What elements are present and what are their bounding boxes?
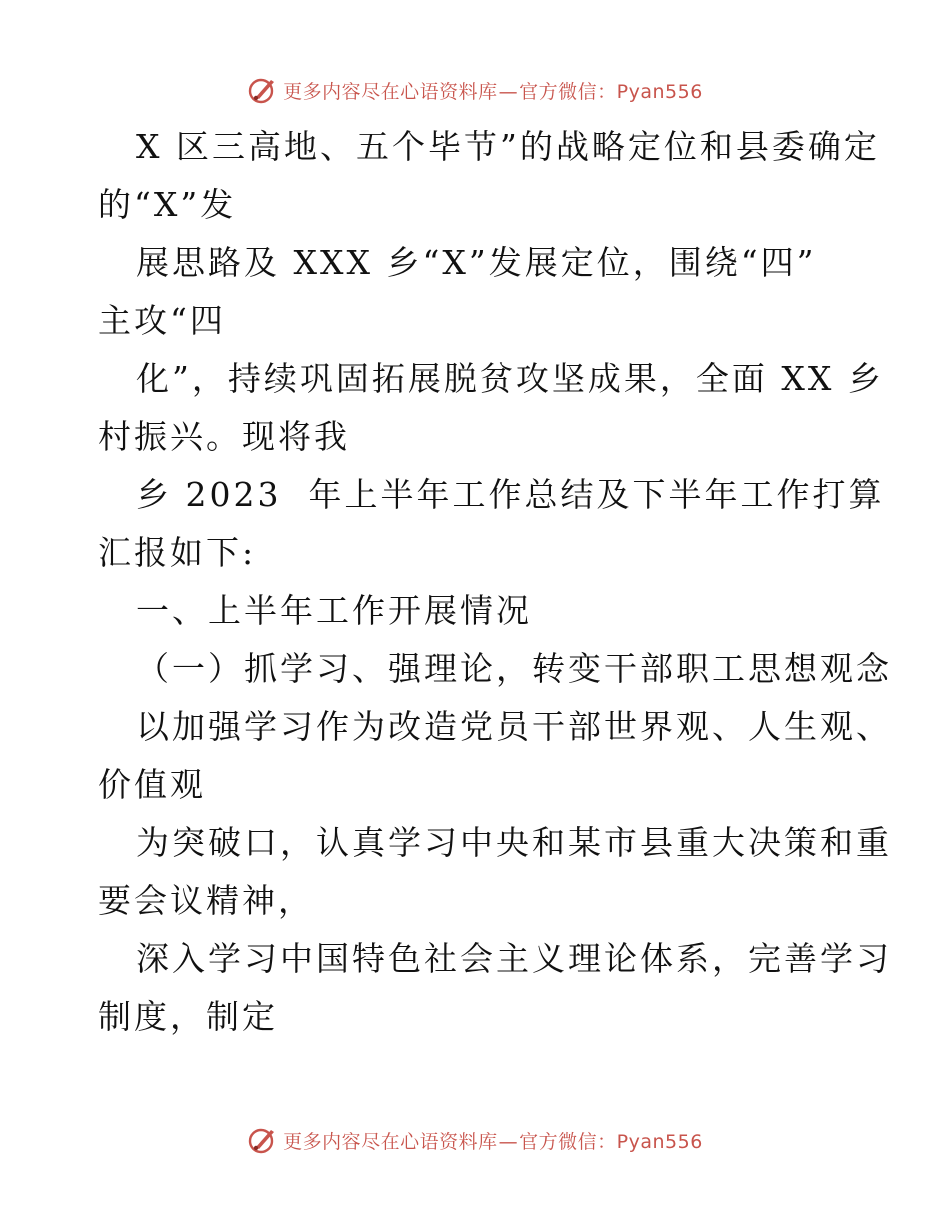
text-line: 乡 2023 年上半年工作总结及下半年工作打算 bbox=[136, 475, 885, 514]
text-line: 制度，制定 bbox=[98, 997, 278, 1036]
text-line: 汇报如下: bbox=[98, 533, 257, 572]
text-line: X 区三高地、五个毕节”的战略定位和县委确定 bbox=[136, 127, 880, 166]
brush-logo-icon bbox=[247, 75, 277, 105]
text-line: 深入学习中国特色社会主义理论体系，完善学习 bbox=[136, 939, 892, 978]
text-line: 村振兴。现将我 bbox=[98, 417, 350, 456]
text-line: 价值观 bbox=[98, 765, 206, 804]
text-line: 主攻“四 bbox=[98, 301, 226, 340]
footer-watermark bbox=[0, 1120, 950, 1160]
watermark-text bbox=[283, 77, 703, 104]
watermark-title: 更多内容尽在心语资料库 bbox=[283, 80, 498, 103]
text-line: 以加强学习作为改造党员干部世界观、人生观、 bbox=[136, 707, 892, 746]
watermark-contact: 官方微信：Pyan556 bbox=[519, 1130, 703, 1153]
watermark-dash: — bbox=[498, 1130, 519, 1153]
subsection-heading: （一）抓学习、强理论，转变干部职工思想观念 bbox=[136, 649, 892, 688]
text-line: 的“X”发 bbox=[98, 185, 237, 224]
brush-logo-icon bbox=[247, 1125, 277, 1155]
text-line: 展思路及 XXX 乡“X”发展定位，围绕“四” bbox=[136, 243, 817, 282]
document-body bbox=[98, 118, 892, 1046]
watermark-dash: — bbox=[498, 80, 519, 103]
section-heading: 一、上半年工作开展情况 bbox=[136, 591, 532, 630]
text-line: 要会议精神， bbox=[98, 881, 314, 920]
header-watermark bbox=[0, 70, 950, 110]
watermark-text bbox=[283, 1127, 703, 1154]
text-line: 为突破口，认真学习中央和某市县重大决策和重 bbox=[136, 823, 892, 862]
watermark-title: 更多内容尽在心语资料库 bbox=[283, 1130, 498, 1153]
watermark-contact: 官方微信：Pyan556 bbox=[519, 80, 703, 103]
text-line: 化”，持续巩固拓展脱贫攻坚成果，全面 XX 乡 bbox=[136, 359, 884, 398]
